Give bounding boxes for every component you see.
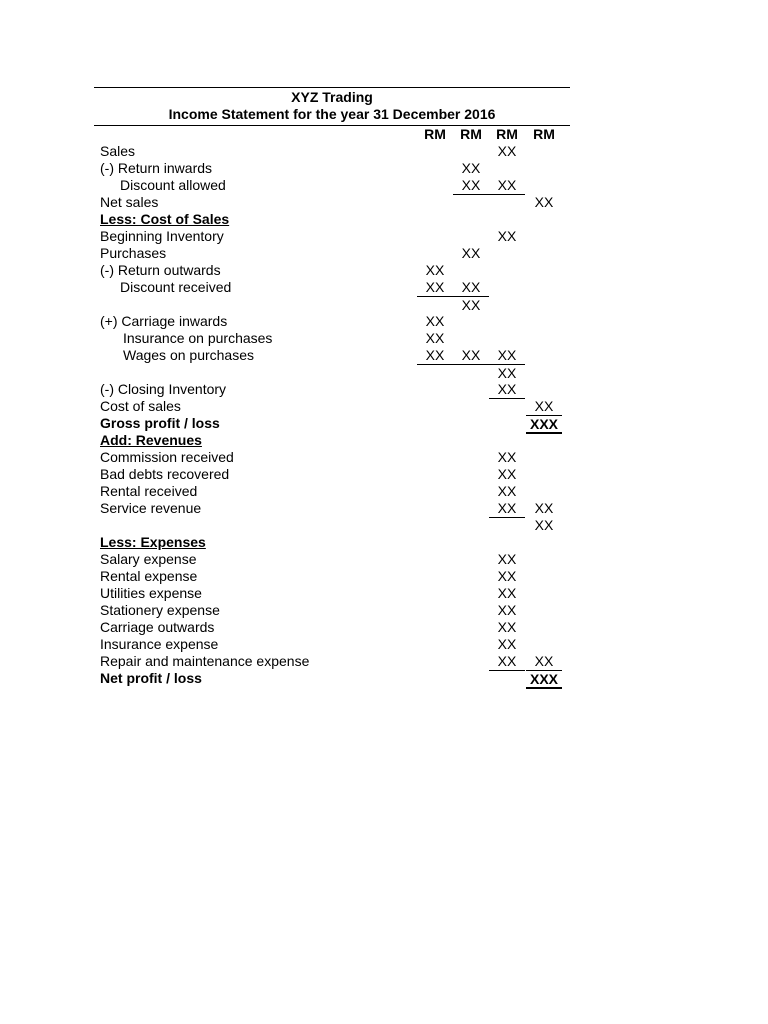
statement-row (94, 585, 570, 602)
amount-cell: XX (497, 143, 517, 159)
column-header: RM (496, 126, 518, 142)
statement-row (94, 517, 570, 534)
amount-cell: XX (453, 296, 489, 313)
statement-row (94, 534, 570, 551)
line-item-label: Carriage outwards (100, 619, 215, 635)
amount-cell: XX (461, 160, 481, 176)
statement-row (94, 568, 570, 585)
statement-row (94, 381, 570, 398)
amount-cell (417, 364, 453, 365)
line-item-label: Utilities expense (100, 585, 202, 601)
line-item-label: Insurance on purchases (123, 330, 273, 346)
line-item-label: Net sales (100, 194, 159, 210)
amount-cell: XX (425, 279, 445, 295)
amount-cell: XX (497, 483, 517, 499)
section-heading: Less: Expenses (100, 534, 206, 550)
amount-cell: XXX (526, 415, 562, 434)
statement-row (94, 551, 570, 568)
amount-cell (489, 670, 525, 671)
line-item-label: Beginning Inventory (100, 228, 224, 244)
amount-cell: XX (497, 585, 517, 601)
line-item-label: Cost of sales (100, 398, 181, 414)
amount-cell: XX (497, 619, 517, 635)
section-heading: Less: Cost of Sales (100, 211, 230, 227)
statement-row (94, 262, 570, 279)
amount-cell: XX (497, 466, 517, 482)
line-item-label: Rental expense (100, 568, 198, 584)
amount-cell: XX (497, 500, 517, 516)
statement-row (94, 602, 570, 619)
statement-row (94, 619, 570, 636)
amount-cell: XX (461, 347, 481, 363)
amount-cell (453, 194, 489, 195)
statement-row (94, 228, 570, 245)
statement-row (94, 177, 570, 194)
statement-row (94, 500, 570, 517)
line-item-label: (+) Carriage inwards (100, 313, 228, 329)
amount-cell: XX (461, 279, 481, 295)
amount-cell: XX (534, 517, 554, 533)
amount-cell: XX (497, 568, 517, 584)
statement-row (94, 160, 570, 177)
line-item-label: Purchases (100, 245, 167, 261)
line-item-label: Salary expense (100, 551, 197, 567)
line-item-label: Bad debts recovered (100, 466, 230, 482)
amount-cell: XX (497, 653, 517, 669)
line-item-label: (-) Return inwards (100, 160, 213, 176)
line-item-label: Gross profit / loss (100, 415, 220, 431)
statement-row (94, 398, 570, 415)
line-item-label: Service revenue (100, 500, 202, 516)
statement-row (94, 143, 570, 160)
line-item-label: Stationery expense (100, 602, 220, 618)
amount-cell: XX (425, 313, 445, 329)
amount-cell: XX (497, 551, 517, 567)
amount-cell: XX (461, 245, 481, 261)
column-header: RM (424, 126, 446, 142)
line-item-label: Sales (100, 143, 136, 159)
statement-row (94, 636, 570, 653)
statement-row (94, 245, 570, 262)
statement-title: Income Statement for the year 31 December 2016 (168, 106, 496, 122)
statement-row (94, 194, 570, 211)
amount-cell (453, 364, 489, 365)
income-statement (94, 87, 570, 687)
line-item-label: Net profit / loss (100, 670, 202, 686)
amount-cell: XX (497, 602, 517, 618)
amount-cell (489, 398, 525, 399)
amount-cell: XX (497, 449, 517, 465)
amount-cell: XX (497, 177, 517, 193)
line-item-label: (-) Return outwards (100, 262, 221, 278)
statement-row (94, 653, 570, 670)
company-name: XYZ Trading (291, 89, 373, 105)
amount-cell: XX (534, 194, 554, 210)
statement-row (94, 670, 570, 687)
line-item-label: (-) Closing Inventory (100, 381, 227, 397)
statement-row (94, 313, 570, 330)
column-header: RM (533, 126, 555, 142)
line-item-label: Rental received (100, 483, 198, 499)
statement-row (94, 330, 570, 347)
column-header: RM (460, 126, 482, 142)
statement-row (94, 347, 570, 364)
amount-cell: XX (461, 177, 481, 193)
amount-cell: XX (489, 364, 525, 381)
line-item-label: Commission received (100, 449, 234, 465)
line-item-label: Repair and maintenance expense (100, 653, 310, 669)
amount-cell: XX (534, 653, 554, 669)
column-header-row (94, 126, 570, 143)
amount-cell: XX (497, 228, 517, 244)
amount-cell: XX (497, 636, 517, 652)
amount-cell: XX (425, 330, 445, 346)
statement-row (94, 211, 570, 228)
statement-row (94, 449, 570, 466)
statement-row (94, 483, 570, 500)
statement-row (94, 415, 570, 432)
amount-cell: XX (534, 500, 554, 516)
amount-cell: XX (497, 347, 517, 363)
line-item-label: Wages on purchases (123, 347, 254, 363)
section-heading: Add: Revenues (100, 432, 202, 448)
line-item-label: Discount allowed (120, 177, 226, 193)
amount-cell: XX (425, 347, 445, 363)
statement-row (94, 432, 570, 449)
top-rule (94, 87, 570, 88)
statement-row (94, 296, 570, 313)
line-item-label: Discount received (120, 279, 232, 295)
amount-cell (417, 296, 453, 297)
statement-row (94, 364, 570, 381)
line-item-label: Insurance expense (100, 636, 219, 652)
amount-cell (489, 194, 525, 195)
amount-cell: XX (497, 381, 517, 397)
statement-rows (94, 143, 570, 687)
amount-cell: XXX (526, 670, 562, 689)
amount-cell: XX (425, 262, 445, 278)
amount-cell (489, 517, 525, 518)
amount-cell: XX (534, 398, 554, 414)
statement-row (94, 466, 570, 483)
statement-row (94, 279, 570, 296)
